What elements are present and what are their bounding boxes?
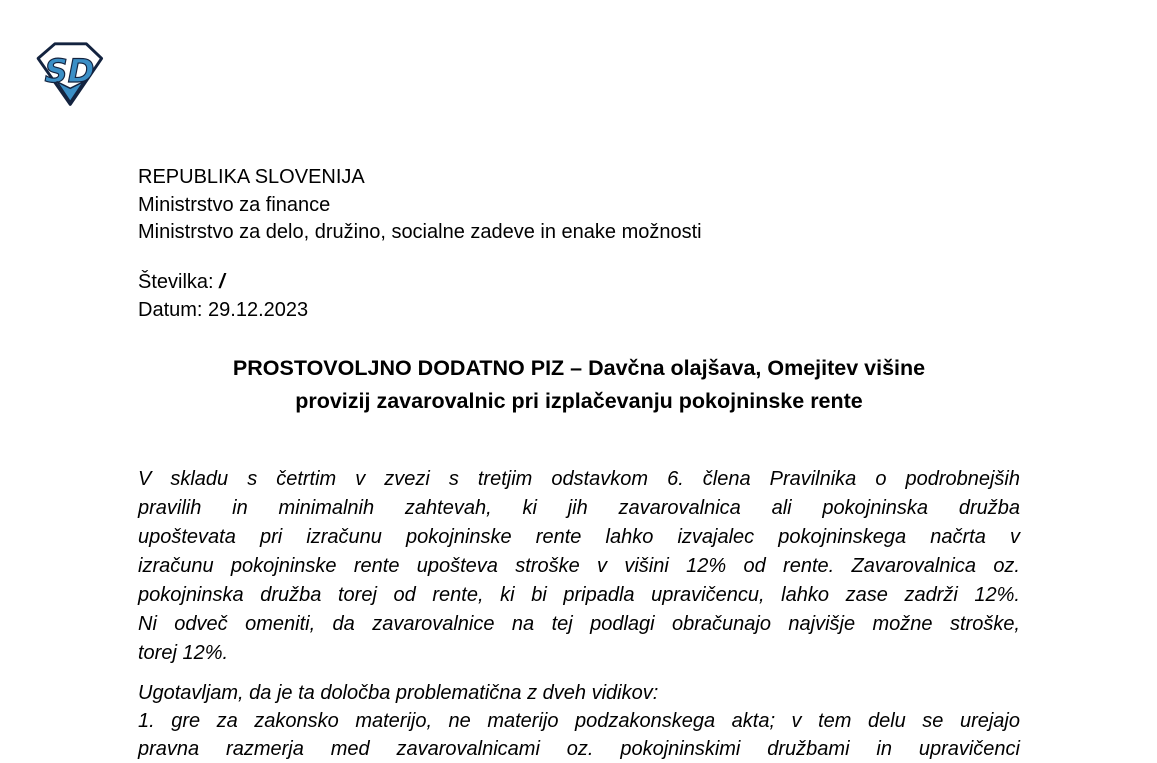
reference-block [138,268,1020,324]
findings-item1-line: 1. gre za zakonsko materijo, ne materijo podzakonskega akta; v tem delu se urejajo [138,710,1020,732]
paragraph-line: torej 12%. [138,642,229,664]
paragraph-line: pokojninska družba torej od rente, ki bi pripadla upravičencu, lahko zase zadrži 12%. [138,584,1020,606]
letterhead [138,164,1020,247]
logo-letters: SD [44,51,95,90]
sd-shield-logo [33,40,106,106]
document-title-line1: PROSTOVOLJNO DODATNO PIZ – Davčna olajšava, Omejitev višine [232,356,926,380]
findings-item1-clipped-line: pravna razmerja med zavarovalnicami oz. pokojninskimi družbami in upravičenci [138,738,1020,760]
paragraph-line: pravilih in minimalnih zahtevah, ki jih zavarovalnica ali pokojninska družba [138,497,1020,519]
paragraph-line: V skladu s četrtim v zvezi s tretjim odstavkom 6. člena Pravilnika o podrobnejših [138,468,1020,490]
letterhead-ministry-labour: Ministrstvo za delo, družino, socialne zadeve in enake možnosti [138,221,702,243]
paragraph-line: upoštevata pri izračunu pokojninske rente lahko izvajalec pokojninskega načrta v [138,526,1020,548]
findings-intro-line: Ugotavljam, da je ta določba problematična z dveh vidikov: [138,682,659,704]
sd-shield-logo-graphic [33,40,106,106]
letterhead-ministry-finance: Ministrstvo za finance [138,193,331,216]
document-title-line2: provizij zavarovalnic pri izplačevanju pokojninske rente [295,389,863,413]
letterhead-country: REPUBLIKA SLOVENIJA [138,166,365,188]
document-title [138,352,1020,418]
reference-number-value: / [219,271,225,293]
paragraph-findings [138,679,1020,763]
paragraph-line: Ni odveč omeniti, da zavarovalnice na tej podlagi obračunajo najvišje možne stroške, [138,613,1020,635]
reference-number-line [138,268,1020,296]
reference-number-label: Številka: [138,271,220,293]
paragraph-line: izračunu pokojninske rente upošteva stroške v višini 12% od rente. Zavarovalnica oz. [138,555,1020,577]
paragraph-legal-basis [138,465,1020,668]
reference-date-line: Datum: 29.12.2023 [138,299,309,321]
